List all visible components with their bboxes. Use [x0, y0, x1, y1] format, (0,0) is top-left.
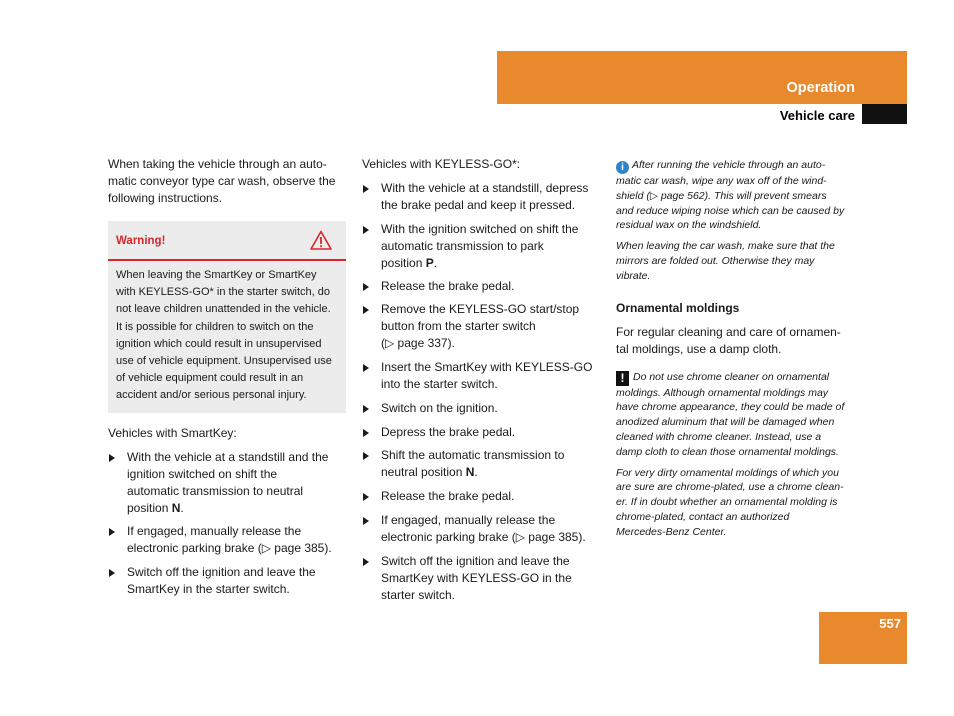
bullet-arrow-icon	[363, 558, 369, 566]
bullet-arrow-icon	[363, 405, 369, 413]
text-fragment: position	[381, 256, 426, 270]
warning-header	[108, 221, 346, 261]
text-fragment: .	[474, 465, 478, 479]
text-line: accident and/or serious personal injury.	[116, 389, 307, 402]
text-fragment: Do not use chrome cleaner on ornamental	[633, 370, 830, 383]
text-line: When leaving the car wash, make sure that the	[616, 240, 835, 253]
step-item	[362, 180, 602, 214]
bullet-arrow-icon	[363, 306, 369, 314]
step-item	[108, 564, 346, 598]
text-line	[127, 500, 346, 517]
text-line: When leaving the SmartKey or SmartKey	[116, 269, 317, 281]
text-line: Insert the SmartKey with KEYLESS-GO	[381, 360, 593, 374]
step-item	[362, 301, 602, 352]
bullet-arrow-icon	[363, 283, 369, 291]
text-line: into the starter switch.	[381, 377, 498, 391]
text-line: With the ignition switched on shift the	[381, 222, 579, 236]
text-line	[381, 464, 602, 481]
header-tab-marker	[862, 104, 907, 124]
text-line: For regular cleaning and care of ornamen-	[616, 324, 841, 339]
text-line: matic conveyor type car wash, observe the	[108, 174, 336, 188]
bullet-arrow-icon	[363, 493, 369, 501]
step-item	[362, 359, 602, 393]
bullet-arrow-icon	[109, 528, 115, 536]
text-line: ignition which could result in unsupervised	[116, 337, 322, 350]
text-line: mirrors are folded out. Otherwise they may	[616, 254, 815, 267]
page-number: 557	[879, 616, 901, 631]
text-line: Release the brake pedal.	[381, 489, 515, 503]
info-note	[616, 158, 856, 233]
text-line: ignition switched on shift the	[127, 466, 278, 481]
step-item	[108, 523, 346, 557]
bullet-arrow-icon	[363, 185, 369, 193]
text-line: residual wax on the windshield.	[616, 219, 762, 232]
text-line: automatic transmission to neutral	[127, 483, 304, 498]
moldings-heading: Ornamental moldings	[616, 300, 740, 315]
step-item	[362, 221, 602, 272]
info-note-continued	[616, 239, 856, 283]
text-line: electronic parking brake (▷ page 385).	[381, 530, 586, 544]
bullet-arrow-icon	[109, 569, 115, 577]
intro-paragraph	[108, 156, 346, 207]
text-fragment: position	[127, 500, 172, 515]
warning-body	[108, 261, 346, 413]
warning-triangle-icon	[310, 230, 332, 250]
section-subtitle: Vehicle care	[779, 108, 855, 123]
text-line	[616, 158, 856, 174]
smartkey-heading: Vehicles with SmartKey:	[108, 425, 237, 440]
text-line: Release the brake pedal.	[381, 279, 515, 293]
step-item	[362, 488, 602, 505]
text-line: If engaged, manually release the	[127, 523, 302, 538]
text-line: use of vehicle equipment. Unsupervised use	[116, 355, 332, 368]
step-item	[362, 424, 602, 441]
column-2	[362, 156, 602, 604]
text-line: not leave children unattended in the vehicle.	[116, 303, 331, 316]
text-line: automatic transmission to park	[381, 239, 544, 253]
step-item	[108, 449, 346, 517]
text-line: er. If in doubt whether an ornamental molding is	[616, 496, 838, 509]
bullet-arrow-icon	[363, 429, 369, 437]
text-line: tal moldings, use a damp cloth.	[616, 341, 782, 356]
caution-note-continued	[616, 466, 856, 540]
column-1	[108, 156, 346, 598]
gear-position: N	[465, 465, 475, 479]
gear-position: N	[171, 500, 181, 515]
text-line: have chrome appearance, they could be made of	[616, 401, 845, 414]
text-line: With the vehicle at a standstill, depress	[381, 181, 589, 195]
text-line: For very dirty ornamental moldings of which you	[616, 466, 839, 479]
text-line: Remove the KEYLESS-GO start/stop	[381, 302, 580, 316]
warning-title: Warning!	[116, 235, 166, 247]
text-line: If engaged, manually release the	[381, 513, 556, 527]
text-line: are sure are chrome-plated, use a chrome clean-	[616, 481, 844, 494]
text-line: the brake pedal and keep it pressed.	[381, 198, 576, 212]
bullet-arrow-icon	[363, 226, 369, 234]
text-line: SmartKey in the starter switch.	[127, 581, 290, 596]
text-fragment: .	[180, 500, 184, 515]
step-item	[362, 512, 602, 546]
bullet-arrow-icon	[109, 454, 115, 462]
text-line: of vehicle equipment could result in an	[116, 372, 304, 385]
text-line: Switch on the ignition.	[381, 401, 498, 415]
text-line	[381, 255, 602, 272]
keyless-go-heading: Vehicles with KEYLESS-GO*:	[362, 157, 521, 171]
bullet-arrow-icon	[363, 452, 369, 460]
text-line: cleaned with chrome cleaner. Instead, use a	[616, 430, 822, 443]
text-line: Mercedes-Benz Center.	[616, 525, 727, 538]
text-fragment: .	[433, 256, 438, 270]
text-line: chrome-plated, contact an authorized	[616, 510, 790, 523]
column-3	[616, 158, 856, 540]
text-line: anodized aluminum that will be damaged when	[616, 416, 835, 429]
bullet-arrow-icon	[363, 364, 369, 372]
step-item	[362, 553, 602, 604]
text-line: matic car wash, wipe any wax off of the wind-	[616, 175, 827, 187]
text-line: With the vehicle at a standstill and the	[127, 449, 329, 464]
text-line: shield (▷ page 562). This will prevent smears	[616, 189, 827, 202]
gear-position: P	[425, 256, 434, 270]
text-line: When taking the vehicle through an auto-	[108, 157, 327, 171]
text-line: moldings. Although ornamental moldings may	[616, 386, 829, 399]
text-line: vibrate.	[616, 269, 651, 282]
caution-note	[616, 370, 856, 460]
header-bar	[497, 51, 907, 104]
text-line: damp cloth to clean those ornamental moldings.	[616, 445, 839, 458]
step-item	[362, 278, 602, 295]
text-line: button from the starter switch	[381, 319, 536, 333]
text-line	[616, 370, 856, 386]
text-line: Shift the automatic transmission to	[381, 448, 565, 462]
text-line: with KEYLESS-GO* in the starter switch, do	[116, 286, 330, 299]
text-fragment: After running the vehicle through an auto-	[632, 159, 826, 171]
text-line: Switch off the ignition and leave the	[381, 554, 570, 568]
text-fragment: neutral position	[381, 465, 466, 479]
text-line: and reduce wiping noise which can be caused by	[616, 204, 845, 217]
bullet-arrow-icon	[363, 517, 369, 525]
text-line: SmartKey with KEYLESS-GO in the	[381, 571, 572, 585]
text-line: It is possible for children to switch on the	[116, 320, 314, 333]
text-line: electronic parking brake (▷ page 385).	[127, 540, 332, 555]
text-line: following instructions.	[108, 191, 223, 205]
warning-box	[108, 221, 346, 413]
step-item	[362, 400, 602, 417]
text-line: starter switch.	[381, 588, 456, 602]
text-line: Switch off the ignition and leave the	[127, 564, 316, 579]
exclamation-icon: !	[616, 371, 629, 386]
text-line: Depress the brake pedal.	[381, 425, 516, 439]
step-item	[362, 447, 602, 481]
info-icon: i	[616, 161, 629, 174]
section-title: Operation	[786, 80, 855, 96]
text-line: (▷ page 337).	[381, 336, 455, 350]
moldings-paragraph	[616, 324, 856, 358]
